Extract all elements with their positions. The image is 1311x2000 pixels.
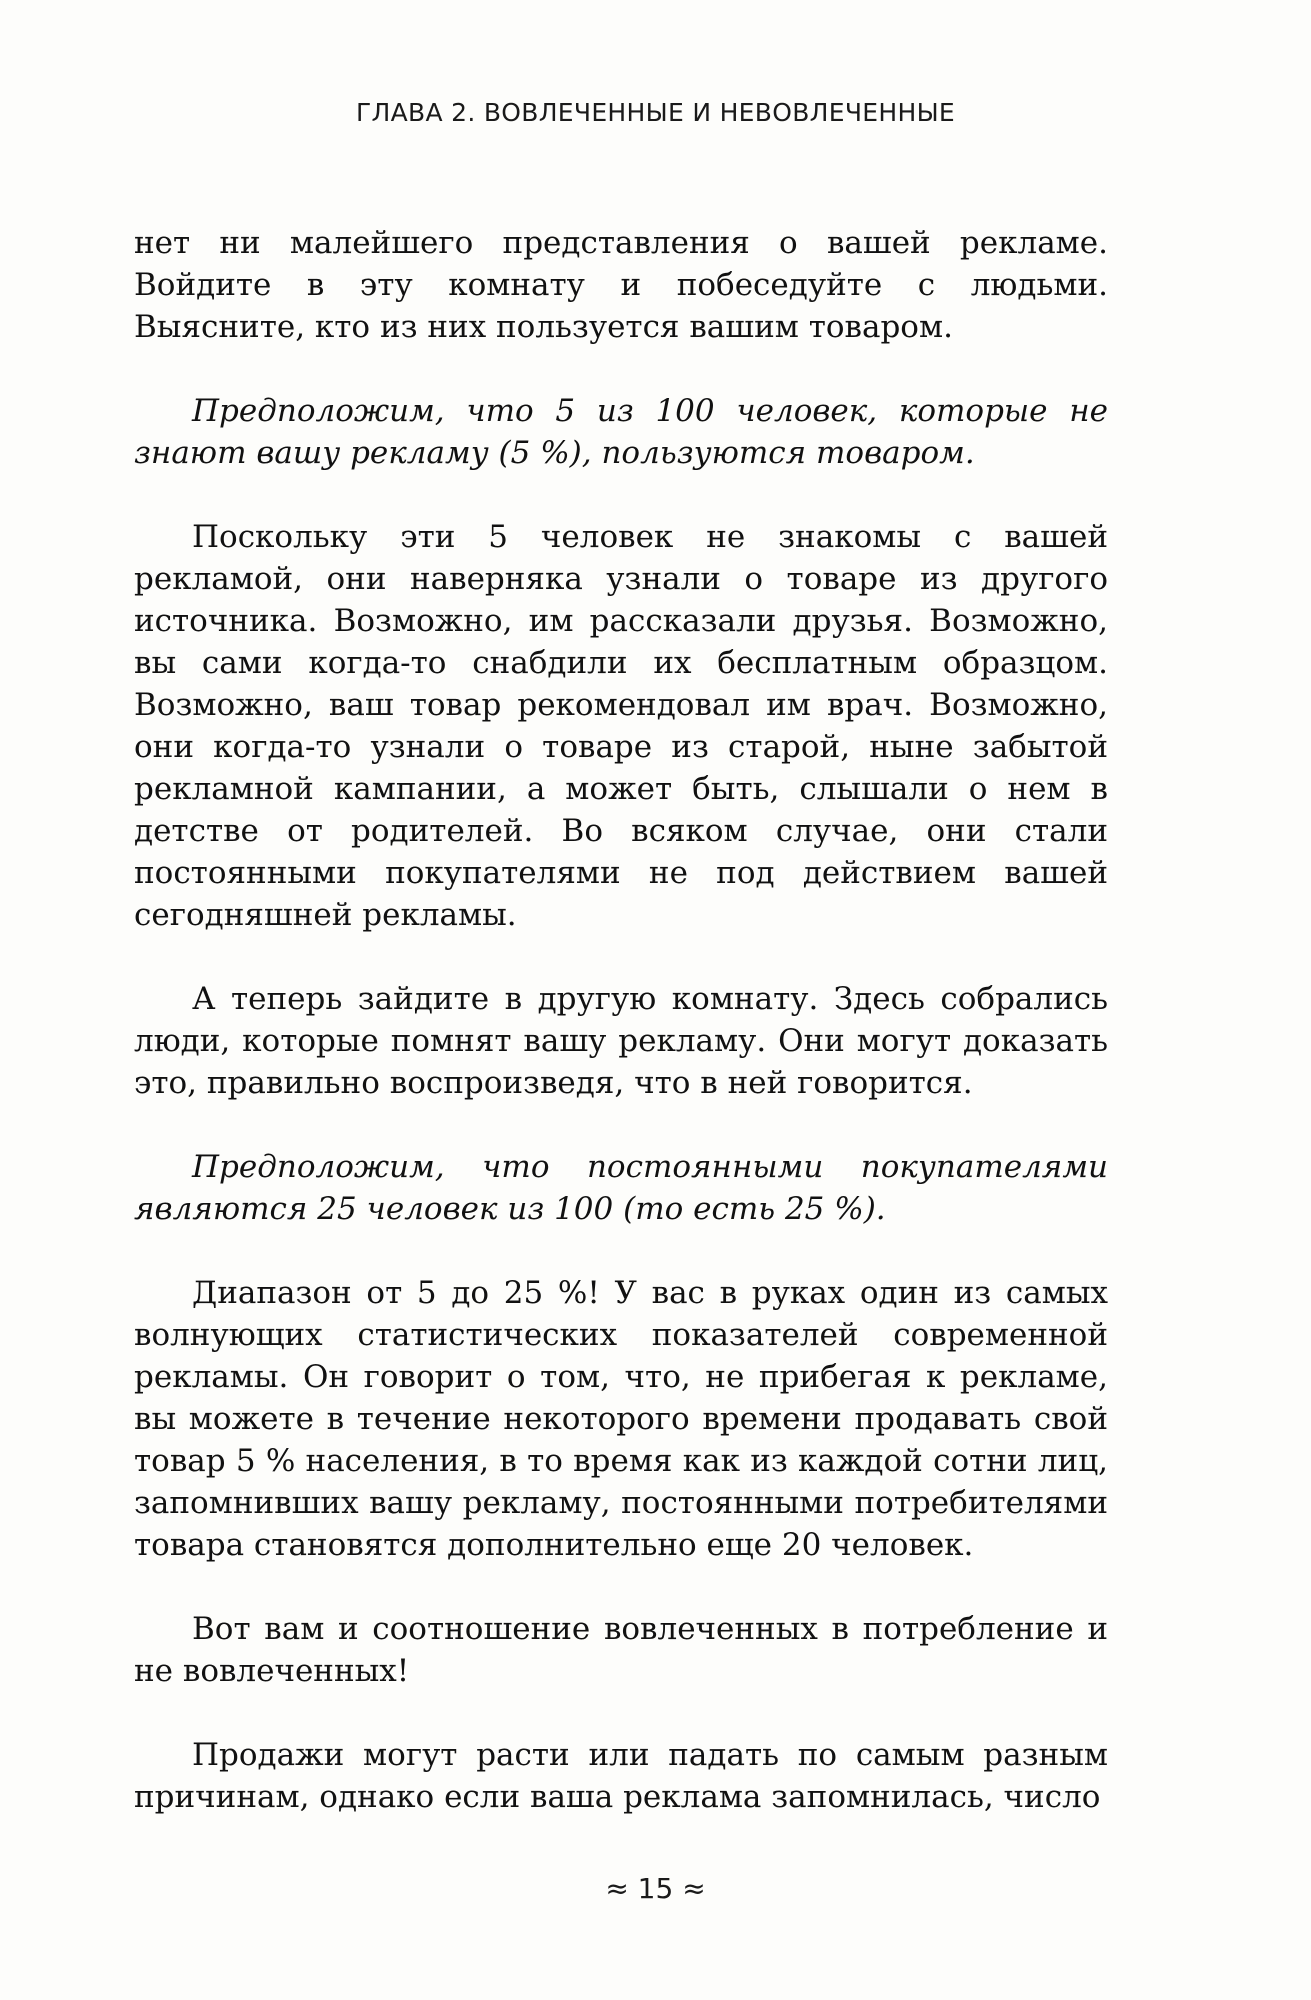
paragraph-italic-assumption-2: Предположим, что постоянными покупателями являются 25 человек из 100 (то есть 25 %). [134,1149,1108,1227]
paragraph-continuation: нет ни малейшего представления о вашей рекламе. Войдите в эту комнату и побеседуйте с людьми. Выясните, кто из них пользуется вашим товаром. [134,225,1108,345]
body-text [134,222,1108,1860]
paragraph: Диапазон от 5 до 25 %! У вас в руках один из самых волнующих статистических показателей современной рекламы. Он говорит о том, что, не прибегая к рекламе, вы можете в течение некоторого времени продавать свой товар 5 % населения, в то время как из каждой сотни лиц, запомнивших вашу рекламу, постоянными потребителями товара становятся дополнительно еще 20 человек. [134,1275,1108,1563]
paragraph: Продажи могут расти или падать по самым разным причинам, однако если ваша реклама запомнилась, число [134,1737,1108,1815]
paragraph: А теперь зайдите в другую комнату. Здесь собрались люди, которые помнят вашу рекламу. Они могут доказать это, правильно воспроизведя, что в ней говорится. [134,981,1108,1101]
page-number: ≈ 15 ≈ [605,1872,706,1905]
paragraph: Вот вам и соотношение вовлеченных в потребление и не вовлеченных! [134,1611,1108,1689]
running-head: ГЛАВА 2. ВОВЛЕЧЕННЫЕ И НЕВОВЛЕЧЕННЫЕ [355,98,956,127]
paragraph: Поскольку эти 5 человек не знакомы с вашей рекламой, они наверняка узнали о товаре из другого источника. Возможно, им рассказали друзья. Возможно, вы сами когда-то снабдили их бесплатным образцом. Возможно, ваш товар рекомендовал им врач. Возможно, они когда-то узнали о товаре из старой, ныне забытой рекламной кампании, а может быть, слышали о нем в детстве от родителей. Во всяком случае, они стали постоянными покупателями не под действием вашей сегодняшней рекламы. [134,519,1108,933]
paragraph-italic-assumption-1: Предположим, что 5 из 100 человек, которые не знают вашу рекламу (5 %), пользуются товаром. [134,393,1108,471]
